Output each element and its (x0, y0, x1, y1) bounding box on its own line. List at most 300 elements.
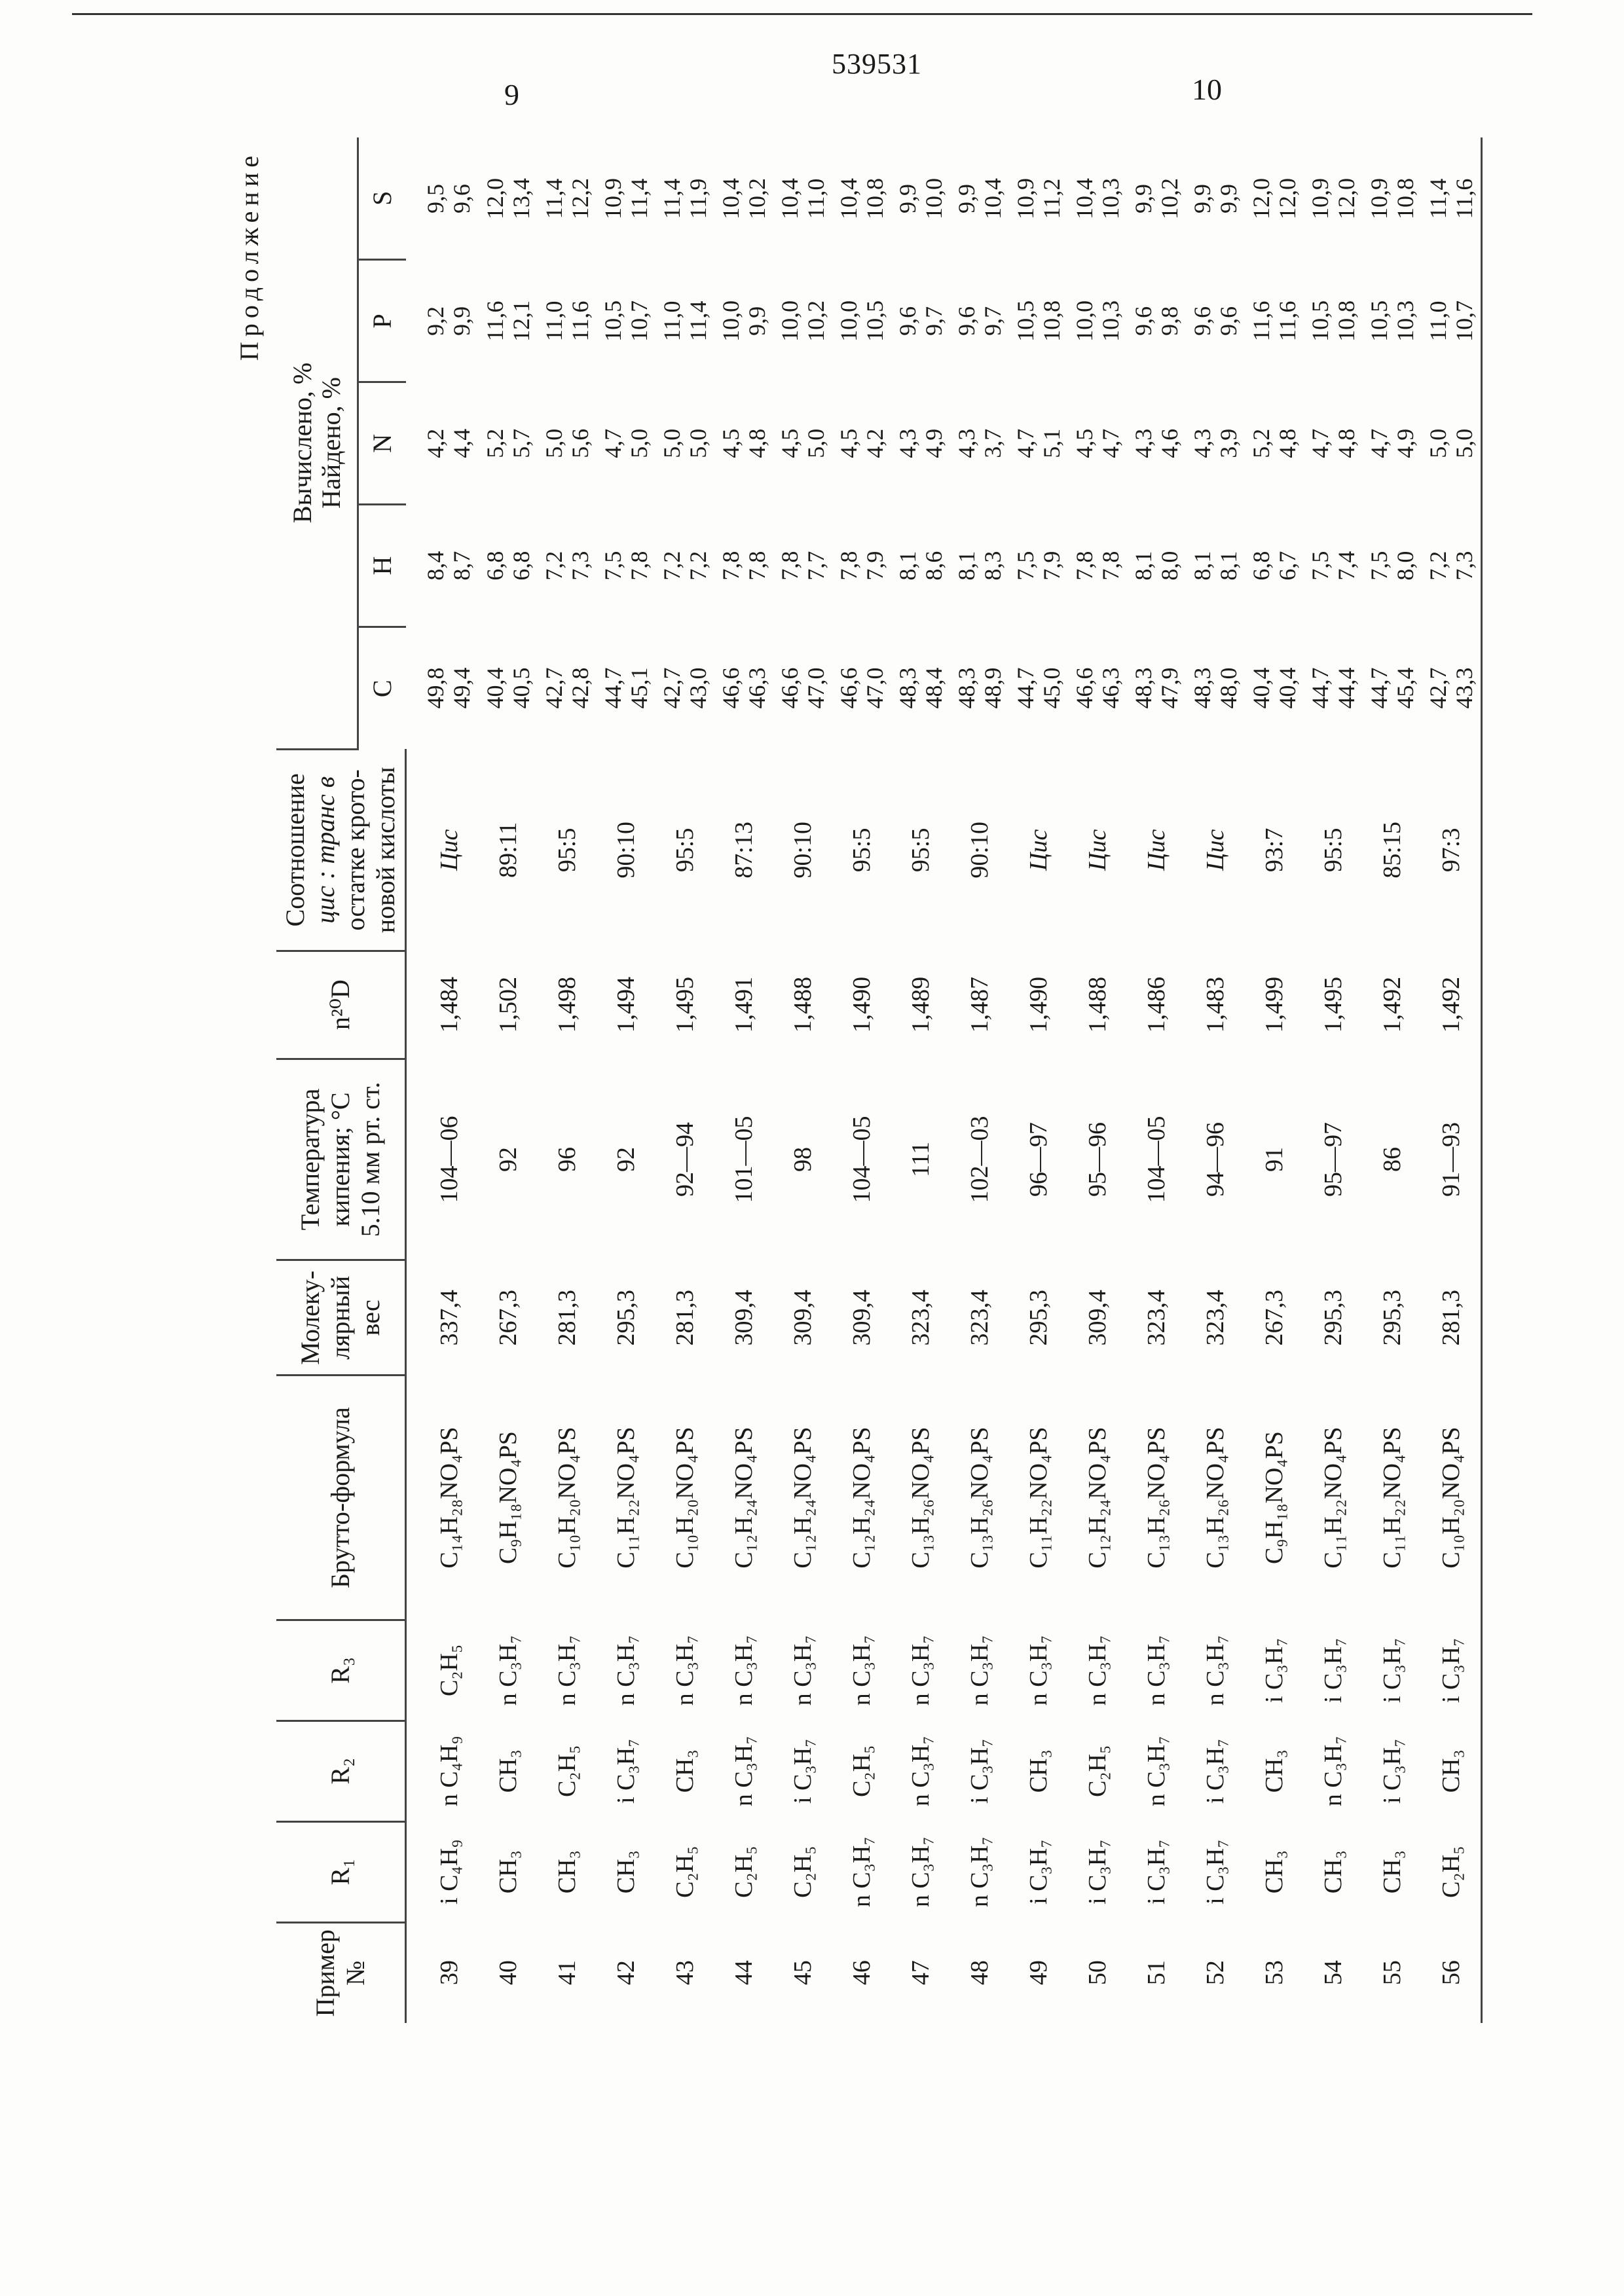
cell-h-found: 7,8 (1098, 551, 1124, 581)
cell-boiling-point: 104—06 (435, 1116, 463, 1203)
cell-refractive-index: 1,490 (1025, 976, 1052, 1033)
cell-r1: CH₃ (1378, 1850, 1406, 1894)
cell-p-found: 11,4 (685, 301, 711, 342)
cell-s-found: 12,0 (1274, 177, 1301, 219)
cell-h-found: 6,7 (1274, 551, 1301, 581)
header-ratio-line-2: цис : транс в (310, 776, 340, 924)
header-boiling-line-3: 5.10 мм рт. ст. (356, 1082, 385, 1237)
cell-refractive-index: 1,483 (1202, 976, 1229, 1033)
cell-mol-weight: 295,3 (1378, 1290, 1406, 1346)
cell-p (1068, 260, 1127, 382)
cell-c-calculated: 48,3 (895, 667, 921, 709)
cell-n-found: 5,0 (803, 428, 829, 458)
cell-r1: CH₃ (553, 1850, 581, 1894)
header-r2: R₂ (276, 1721, 406, 1821)
cell-r1: i C₄H₉ (435, 1839, 463, 1904)
cell-n-found: 5,6 (567, 428, 593, 458)
cell-r3: i C₃H₇ (1320, 1637, 1347, 1704)
cell-c-found: 40,4 (1274, 667, 1301, 709)
cell-example-no: 39 (435, 1960, 463, 1986)
table-row (891, 137, 950, 2023)
cell-formula: C₁₀H₂₀NO₄PS (671, 1427, 699, 1569)
table-row (714, 137, 773, 2023)
cell-r2: CH₃ (1422, 1721, 1482, 1821)
cell-r2: n C₃H₇ (907, 1736, 934, 1807)
cell-refractive-index: 1,492 (1378, 976, 1406, 1033)
cell-s-found: 12,0 (1333, 177, 1359, 219)
cell-h-calculated: 7,5 (1012, 551, 1039, 581)
cell-formula: C₁₂H₂₄NO₄PS (1084, 1427, 1111, 1569)
cell-p-found: 10,8 (1333, 300, 1359, 342)
cell-mol-weight: 295,3 (612, 1290, 640, 1346)
cell-c-found: 48,4 (921, 667, 947, 709)
cell-p-calculated: 10,5 (600, 300, 626, 342)
cell-formula: C₁₁H₂₂NO₄PS (1378, 1427, 1406, 1569)
cell-c-calculated: 42,7 (1425, 667, 1451, 709)
cell-h-found: 7,8 (626, 551, 652, 581)
cell-p-found: 10,8 (1039, 300, 1065, 342)
cell-mol-weight: 267,3 (494, 1290, 522, 1346)
cell-n-calculated: 4,3 (895, 428, 921, 458)
cell-p-found: 10,7 (1451, 300, 1477, 342)
header-s: S (358, 137, 406, 260)
cell-p-calculated: 9,2 (422, 306, 449, 336)
cell-h-found: 6,8 (508, 551, 534, 581)
table-row (1363, 137, 1422, 2023)
table-row (1186, 137, 1245, 2023)
cell-p (1186, 260, 1245, 382)
cell-mol-weight: 309,4 (1084, 1290, 1111, 1346)
cell-r1: n C₃H₇ (907, 1836, 934, 1908)
cell-c (891, 627, 950, 750)
cell-c-calculated: 46,6 (777, 667, 803, 709)
cell-c (597, 627, 655, 750)
cell-p (714, 260, 773, 382)
cell-s-found: 11,6 (1451, 178, 1477, 219)
cell-refractive-index: 1,489 (907, 976, 934, 1033)
cell-cis-trans-ratio: Цис (1202, 829, 1229, 871)
cell-refractive-index: 1,484 (435, 976, 463, 1033)
cell-c-calculated: 48,3 (1189, 667, 1215, 709)
cell-p (1009, 260, 1068, 382)
cell-n (714, 382, 773, 505)
cell-refractive-index: 1,487 (966, 976, 993, 1033)
cell-c-calculated: 40,4 (1248, 667, 1274, 709)
cell-r2: C₂H₅ (848, 1745, 876, 1797)
cell-r3: n C₃H₇ (612, 1635, 640, 1706)
cell-c-found: 48,0 (1215, 667, 1242, 709)
cell-s-calculated: 9,9 (953, 183, 980, 213)
cell-r2: i C₃H₇ (966, 1738, 993, 1804)
cell-c-found: 43,0 (685, 667, 711, 709)
cell-s (1127, 137, 1186, 260)
cell-s (538, 137, 597, 260)
cell-r3: i C₃H₇ (1261, 1637, 1288, 1704)
cell-h (1068, 505, 1127, 627)
cell-p-calculated: 9,6 (895, 306, 921, 336)
cell-example-no: 48 (966, 1960, 993, 1986)
cell-s (950, 137, 1009, 260)
table-row (538, 137, 597, 2023)
cell-r2: n C₃H₇ (1320, 1736, 1347, 1807)
cell-c-found: 46,3 (744, 667, 770, 709)
header-analysis-group (276, 137, 358, 749)
header-cis-trans-ratio (276, 749, 406, 951)
cell-c-calculated: 48,3 (1130, 667, 1156, 709)
cell-p (891, 260, 950, 382)
cell-c-found: 46,3 (1098, 667, 1124, 709)
page-number-left: 9 (504, 78, 519, 111)
cell-c-calculated: 42,7 (541, 667, 567, 709)
cell-s-calculated: 10,9 (600, 177, 626, 219)
cell-h (538, 505, 597, 627)
cell-h-found: 7,3 (567, 551, 593, 581)
cell-r3: n C₃H₇ (1143, 1635, 1170, 1706)
cell-h (406, 505, 479, 627)
cell-example-no: 47 (907, 1960, 934, 1986)
cell-s-calculated: 10,9 (1366, 177, 1392, 219)
cell-s (406, 137, 479, 260)
cell-c (1422, 627, 1482, 750)
cell-h (1245, 505, 1304, 627)
cell-h-calculated: 7,8 (777, 551, 803, 581)
cell-h-calculated: 7,8 (718, 551, 744, 581)
cell-n-calculated: 4,7 (600, 428, 626, 458)
compounds-table-rotated (223, 137, 1477, 2023)
cell-formula: C₉H₁₈NO₄PS (1261, 1431, 1288, 1565)
cell-example-no: 41 (553, 1960, 581, 1986)
table-row (1422, 137, 1482, 2023)
cell-h-found: 7,7 (803, 551, 829, 581)
cell-s-calculated: 10,9 (1012, 177, 1039, 219)
cell-s (1245, 137, 1304, 260)
cell-s-found: 11,2 (1039, 178, 1065, 219)
table-row (832, 137, 891, 2023)
cell-mol-weight: 281,3 (553, 1290, 581, 1346)
cell-h-calculated: 7,8 (836, 551, 862, 581)
cell-n-found: 4,9 (1392, 428, 1418, 458)
header-boiling-point (276, 1059, 406, 1260)
cell-refractive-index: 1,498 (553, 976, 581, 1033)
cell-r3: n C₃H₇ (671, 1635, 699, 1706)
cell-mol-weight: 281,3 (1422, 1260, 1482, 1376)
cell-h-calculated: 7,2 (1425, 551, 1451, 581)
cell-s-calculated: 10,4 (777, 177, 803, 219)
cell-r1: C₂H₅ (671, 1846, 699, 1898)
cell-n-found: 5,0 (1451, 428, 1477, 458)
table-row (479, 137, 538, 2023)
cell-n (479, 382, 538, 505)
cell-r3: C₂H₅ (435, 1644, 463, 1697)
header-r1: R₁ (276, 1821, 406, 1922)
cell-boiling-point: 91 (1261, 1146, 1288, 1172)
cell-mol-weight: 309,4 (789, 1290, 817, 1346)
cell-refractive-index: 1,491 (730, 976, 758, 1033)
cell-r3: n C₃H₇ (730, 1635, 758, 1706)
cell-p-found: 10,2 (803, 300, 829, 342)
cell-formula: C₁₃H₂₆NO₄PS (907, 1427, 934, 1569)
cell-p (1363, 260, 1422, 382)
cell-cis-trans-ratio: 95:5 (848, 828, 876, 873)
cell-h-found: 7,2 (685, 551, 711, 581)
cell-p-found: 9,6 (1215, 306, 1242, 336)
cell-boiling-point: 101—05 (730, 1116, 758, 1203)
page-number-right: 10 (1192, 73, 1222, 106)
cell-p-calculated: 10,0 (1071, 300, 1098, 342)
cell-cis-trans-ratio: 93:7 (1261, 828, 1288, 873)
cell-r1: CH₃ (1320, 1850, 1347, 1894)
cell-n (1363, 382, 1422, 505)
cell-r1: n C₃H₇ (848, 1836, 876, 1908)
cell-formula: C₁₃H₂₆NO₄PS (1143, 1427, 1170, 1569)
cell-r2: CH₃ (1261, 1749, 1288, 1793)
cell-r1: CH₃ (494, 1850, 522, 1894)
cell-n-found: 4,7 (1098, 428, 1124, 458)
cell-h (1127, 505, 1186, 627)
cell-mol-weight: 309,4 (848, 1290, 876, 1346)
cell-s-found: 10,2 (1156, 177, 1183, 219)
cell-r2: CH₃ (1025, 1749, 1052, 1793)
table-row (406, 137, 479, 2023)
cell-p (773, 260, 832, 382)
header-boiling-line-1: Температура (295, 1088, 325, 1231)
cell-h-found: 7,9 (1039, 551, 1065, 581)
cell-refractive-index: 1,502 (494, 976, 522, 1033)
cell-refractive-index: 1,490 (848, 976, 876, 1033)
cell-s (832, 137, 891, 260)
cell-formula: C₁₀H₂₀NO₄PS (553, 1427, 581, 1569)
cell-s-found: 11,9 (685, 178, 711, 219)
table-row (655, 137, 714, 2023)
cell-n-found: 4,8 (744, 428, 770, 458)
cell-p-calculated: 11,0 (1425, 301, 1451, 342)
cell-c-found: 42,8 (567, 667, 593, 709)
cell-n-found: 4,9 (921, 428, 947, 458)
cell-p-calculated: 10,0 (836, 300, 862, 342)
cell-s (1363, 137, 1422, 260)
table-row (597, 137, 655, 2023)
cell-p-found: 11,6 (567, 301, 593, 342)
cell-n-calculated: 4,5 (777, 428, 803, 458)
cell-p-found: 9,9 (449, 306, 475, 336)
cell-n-found: 5,7 (508, 428, 534, 458)
cell-n-found: 4,8 (1333, 428, 1359, 458)
cell-example-no: 40 (494, 1960, 522, 1986)
header-n: N (358, 382, 406, 505)
cell-p-calculated: 10,5 (1366, 300, 1392, 342)
cell-boiling-point: 86 (1378, 1146, 1406, 1172)
cell-r2: C₂H₅ (1084, 1745, 1111, 1797)
cell-s (714, 137, 773, 260)
header-formula: Брутто-формула (276, 1376, 406, 1620)
cell-p (1304, 260, 1363, 382)
cell-n (1009, 382, 1068, 505)
header-example: Пример № (276, 1922, 406, 2023)
cell-c-calculated: 46,6 (718, 667, 744, 709)
cell-c-found: 48,9 (980, 667, 1006, 709)
cell-p (655, 260, 714, 382)
cell-c-calculated: 44,7 (1012, 667, 1039, 709)
cell-p-found: 10,7 (626, 300, 652, 342)
cell-r1: CH₃ (1261, 1850, 1288, 1894)
cell-formula: C₁₁H₂₂NO₄PS (1025, 1427, 1052, 1569)
cell-s-calculated: 12,0 (1248, 177, 1274, 219)
cell-p-found: 10,5 (862, 300, 888, 342)
cell-boiling-point: 102—03 (966, 1116, 993, 1203)
cell-h (1186, 505, 1245, 627)
cell-cis-trans-ratio: 90:10 (612, 822, 640, 879)
cell-p-calculated: 11,0 (541, 301, 567, 342)
cell-c-found: 47,0 (803, 667, 829, 709)
cell-mol-weight: 323,4 (907, 1290, 934, 1346)
cell-s-found: 9,9 (1215, 183, 1242, 213)
cell-c-found: 45,0 (1039, 667, 1065, 709)
cell-h (1304, 505, 1363, 627)
cell-s (655, 137, 714, 260)
cell-n-calculated: 4,7 (1012, 428, 1039, 458)
cell-s-found: 11,0 (803, 178, 829, 219)
cell-refractive-index: 1,495 (671, 976, 699, 1033)
table-row (773, 137, 832, 2023)
cell-n (406, 382, 479, 505)
cell-s-calculated: 11,4 (1425, 178, 1451, 219)
cell-refractive-index: 1,486 (1143, 976, 1170, 1033)
cell-boiling-point: 95—97 (1320, 1121, 1347, 1197)
cell-s-found: 10,2 (744, 177, 770, 219)
cell-p (597, 260, 655, 382)
cell-n (950, 382, 1009, 505)
cell-r1: i C₃H₇ (1143, 1839, 1170, 1904)
cell-boiling-point: 111 (907, 1141, 934, 1178)
cell-example-no: 51 (1143, 1960, 1170, 1986)
cell-cis-trans-ratio: 89:11 (494, 822, 522, 878)
cell-n-found: 4,6 (1156, 428, 1183, 458)
cell-s (597, 137, 655, 260)
cell-c-calculated: 42,7 (659, 667, 685, 709)
cell-h-found: 8,1 (1215, 551, 1242, 581)
table-body (406, 137, 1482, 2023)
header-r3: R₃ (276, 1620, 406, 1721)
cell-h (479, 505, 538, 627)
cell-h (1009, 505, 1068, 627)
cell-s-calculated: 10,4 (836, 177, 862, 219)
cell-n-found: 3,9 (1215, 428, 1242, 458)
cell-p-calculated: 9,6 (1130, 306, 1156, 336)
cell-h-found: 8,7 (449, 551, 475, 581)
cell-n-calculated: 5,2 (1248, 428, 1274, 458)
cell-n-calculated: 4,2 (422, 428, 449, 458)
cell-boiling-point: 104—05 (848, 1116, 876, 1203)
cell-c-found: 44,4 (1333, 667, 1359, 709)
cell-c-found: 45,4 (1392, 667, 1418, 709)
cell-c-calculated: 44,7 (600, 667, 626, 709)
cell-s-calculated: 10,9 (1307, 177, 1333, 219)
cell-p (1127, 260, 1186, 382)
cell-p (479, 260, 538, 382)
cell-example-no: 49 (1025, 1960, 1052, 1986)
cell-p-calculated: 10,5 (1012, 300, 1039, 342)
cell-example-no: 44 (730, 1960, 758, 1986)
cell-cis-trans-ratio: 95:5 (553, 828, 581, 873)
cell-r3: n C₃H₇ (848, 1635, 876, 1706)
cell-s-calculated: 9,9 (1130, 183, 1156, 213)
cell-example-no: 46 (848, 1960, 876, 1986)
cell-refractive-index: 1,492 (1422, 951, 1482, 1059)
cell-mol-weight: 337,4 (435, 1290, 463, 1346)
cell-r3: n C₃H₇ (1202, 1635, 1229, 1706)
cell-p-found: 11,6 (1274, 301, 1301, 342)
cell-c (538, 627, 597, 750)
cell-mol-weight: 295,3 (1320, 1290, 1347, 1346)
cell-s-found: 10,8 (862, 177, 888, 219)
cell-n-found: 4,4 (449, 428, 475, 458)
cell-s-calculated: 11,4 (659, 178, 685, 219)
cell-n-calculated: 4,5 (718, 428, 744, 458)
cell-n-calculated: 4,3 (1130, 428, 1156, 458)
cell-h (597, 505, 655, 627)
cell-p (406, 260, 479, 382)
cell-n-found: 3,7 (980, 428, 1006, 458)
cell-s (773, 137, 832, 260)
cell-r3: n C₃H₇ (907, 1635, 934, 1706)
cell-n-calculated: 4,3 (953, 428, 980, 458)
cell-cis-trans-ratio: 95:5 (1320, 828, 1347, 873)
cell-p-calculated: 11,6 (482, 301, 508, 342)
cell-cis-trans-ratio: 90:10 (966, 822, 993, 879)
cell-r2: C₂H₅ (553, 1745, 581, 1797)
cell-p (832, 260, 891, 382)
cell-formula: C₁₀H₂₀NO₄PS (1422, 1376, 1482, 1620)
cell-c-calculated: 44,7 (1366, 667, 1392, 709)
cell-r2: i C₃H₇ (612, 1738, 640, 1804)
cell-h-found: 8,6 (921, 551, 947, 581)
cell-s (1068, 137, 1127, 260)
cell-refractive-index: 1,494 (612, 976, 640, 1033)
cell-boiling-point: 98 (789, 1146, 817, 1172)
cell-cis-trans-ratio: 87:13 (730, 822, 758, 879)
cell-h (950, 505, 1009, 627)
cell-h-found: 8,0 (1156, 551, 1183, 581)
cell-c-found: 47,9 (1156, 667, 1183, 709)
cell-c-found: 43,3 (1451, 667, 1477, 709)
cell-n-found: 5,0 (626, 428, 652, 458)
cell-c (655, 627, 714, 750)
cell-r2: n C₃H₇ (1143, 1736, 1170, 1807)
cell-formula: C₁₁H₂₂NO₄PS (612, 1427, 640, 1569)
cell-h-calculated: 6,8 (1248, 551, 1274, 581)
cell-s-found: 13,4 (508, 177, 534, 219)
cell-p-calculated: 10,5 (1307, 300, 1333, 342)
header-found: Найдено, % (316, 377, 346, 509)
cell-s (891, 137, 950, 260)
cell-h-found: 7,3 (1451, 551, 1477, 581)
compounds-table (223, 137, 1483, 2023)
cell-n-found: 5,0 (685, 428, 711, 458)
cell-h (773, 505, 832, 627)
cell-s-found: 12,2 (567, 177, 593, 219)
cell-example-no: 42 (612, 1960, 640, 1986)
cell-s-found: 10,0 (921, 177, 947, 219)
cell-c (1245, 627, 1304, 750)
cell-s (1304, 137, 1363, 260)
cell-h-calculated: 7,2 (541, 551, 567, 581)
table-row (1304, 137, 1363, 2023)
cell-r3: n C₃H₇ (966, 1635, 993, 1706)
cell-h (655, 505, 714, 627)
cell-n-calculated: 4,5 (1071, 428, 1098, 458)
cell-r1: n C₃H₇ (966, 1836, 993, 1908)
cell-r2: CH₃ (494, 1749, 522, 1793)
